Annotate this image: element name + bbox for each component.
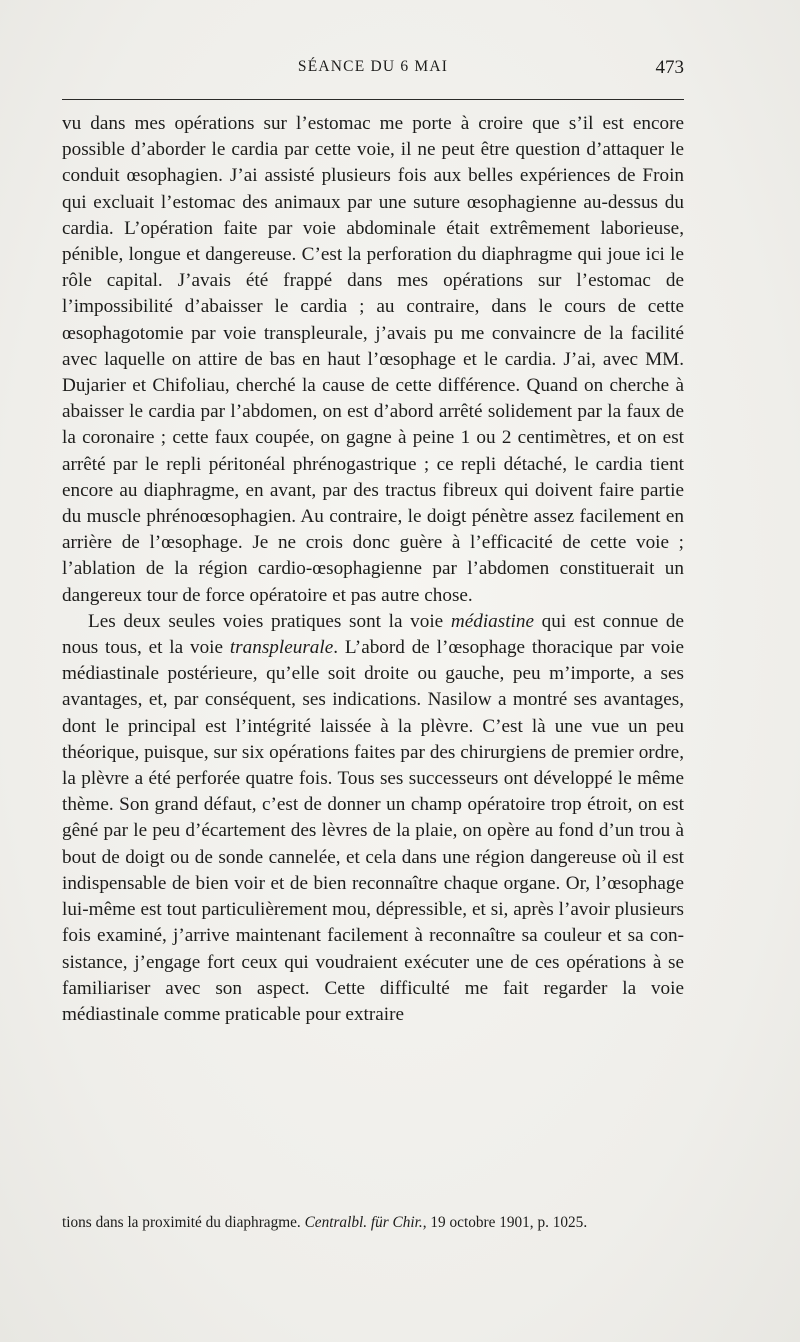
footnote-source: Centralbl. für Chir. [304, 1214, 423, 1231]
running-title: SÉANCE DU 6 MAI [297, 58, 449, 75]
footnote-date: , 19 octobre 1901, p. 1025. [422, 1214, 588, 1231]
paragraph-2-text-middle: qui est connue de nous tous, et la voie [62, 610, 684, 659]
running-head [62, 58, 684, 88]
footnote [62, 1212, 684, 1234]
footnote-text: tions dans la proximité du diaphragme. [62, 1214, 305, 1231]
paragraph-2 [62, 609, 684, 1028]
main-text [62, 111, 684, 1028]
header-rule [62, 99, 684, 100]
paragraph-2-text-end: . L’abord de l’œsophage thoracique par voie médiastinale postérieure, qu’elle soit droite ou gauche, peu m’importe, a ses avantages, et, par conséquent, ses indications. Nasilow a montré ses avantages, dont le principal est l’intégrité laissée à la plèvre. C’est là une vue un peu théorique, puisque, sur six opérations faites par des chirurgiens de premier ordre, la plèvre a été perforée quatre fois. Tous ses successeurs ont développé le même thème. Son grand défaut, c’est de donner un champ opératoire trop étroit, on est gêné par le peu d’écartement des lèvres de la plaie, on opère au fond d’un trou à bout de doigt ou de sonde cannelée, et cela dans une région dangereuse où il est indispensable de bien voir et de bien reconnaître chaque organe. Or, l’œsophage lui-même est tout particulièrement mou, dépressible, et si, après l’avoir plusieurs fois examiné, j’arrive maintenant facilement à reconnaître sa couleur et sa consistance, j’engage fort ceux qui voudraient exécuter une de ces opérations à se familiariser avec son aspect. Cette difficulté me fait regarder la voie médiastinale comme praticable pour extraire [62, 637, 685, 1025]
page-number: 473 [655, 57, 684, 78]
term-transpleurale: transpleurale [229, 637, 334, 659]
paragraph-1: vu dans mes opérations sur l’estomac me porte à croire que s’il est encore possible d’aborder le cardia par cette voie, il ne peut être question d’attaquer le conduit œsophagien. J’ai assisté plusieurs fois aux belles expériences de Froin qui excluait l’estomac des animaux par une suture œsophagienne au-dessus du cardia. L’opération faite par voie abdominale était extrêmement laborieuse, pénible, longue et dangereuse. C’est la perforation du diaphragme qui joue ici le rôle capital. J’avais été frappé dans mes opérations sur l’estomac de l’impossibilité d’abaisser le cardia ; au contraire, dans le cours de cette œsophagotomie par voie transpleurale, j’avais pu me convaincre de la facilité avec laquelle on attire de bas en haut l’œsophage et le cardia. J’ai, avec MM. Dujarier et Chifoliau, cherché la cause de cette différence. Quand on cherche à abaisser le cardia par l’abdomen, on est d’abord arrêté solidement par la faux de la coronaire ; cette faux coupée, on gagne à peine 1 ou 2 centimètres, et on est arrêté par le repli péritonéal phrénogastrique ; ce repli détaché, le cardia tient encore au diaphragme, en avant, par des tractus fibreux qui doivent faire partie du muscle phrénoœsophagien. Au contraire, le doigt pénètre assez facilement en arrière de l’œsophage. Je ne crois donc guère à l’efficacité de cette voie ; l’ablation de la région cardio-œsophagienne par l’abdomen constituerait un dangereux tour de force opératoire et pas autre chose. [62, 113, 684, 606]
term-mediastine: médiastine [450, 610, 534, 632]
paragraph-2-text-start: Les deux seules voies pratiques sont la voie [88, 610, 451, 632]
